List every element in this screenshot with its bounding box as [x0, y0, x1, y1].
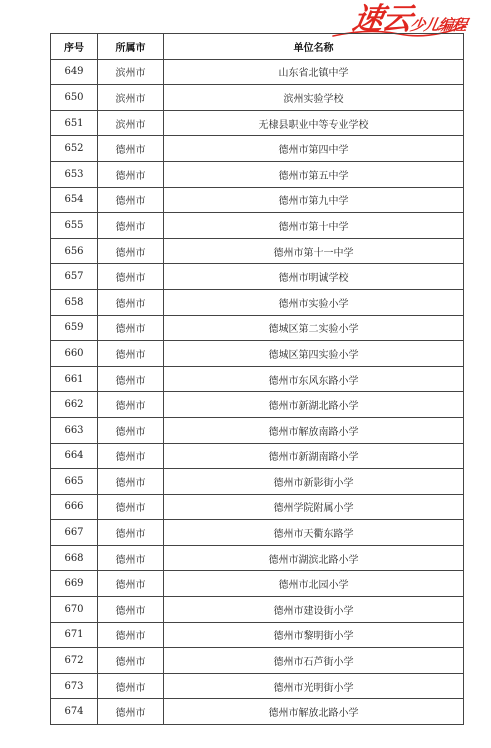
table-row — [51, 469, 464, 495]
cell-seq: 663 — [51, 417, 98, 443]
cell-seq: 670 — [51, 597, 98, 623]
table-header-row — [51, 34, 464, 60]
table-row — [51, 597, 464, 623]
cell-seq: 653 — [51, 161, 98, 187]
cell-unit-name: 德城区第四实验小学 — [164, 341, 464, 367]
cell-seq: 674 — [51, 699, 98, 725]
table-row — [51, 289, 464, 315]
cell-seq: 651 — [51, 110, 98, 136]
cell-seq: 649 — [51, 59, 98, 85]
cell-city: 德州市 — [98, 571, 164, 597]
cell-unit-name: 德州学院附属小学 — [164, 494, 464, 520]
cell-city: 德州市 — [98, 264, 164, 290]
cell-unit-name: 德州市实验小学 — [164, 289, 464, 315]
cell-city: 德州市 — [98, 341, 164, 367]
cell-city: 德州市 — [98, 520, 164, 546]
header-unit-name: 单位名称 — [164, 34, 464, 60]
cell-city: 德州市 — [98, 469, 164, 495]
cell-seq: 664 — [51, 443, 98, 469]
cell-unit-name: 德州市北园小学 — [164, 571, 464, 597]
table-row — [51, 136, 464, 162]
cell-city: 德州市 — [98, 366, 164, 392]
table-row — [51, 545, 464, 571]
cell-seq: 668 — [51, 545, 98, 571]
table-body — [51, 59, 464, 724]
table-row — [51, 59, 464, 85]
cell-seq: 660 — [51, 341, 98, 367]
table-row — [51, 85, 464, 111]
cell-unit-name: 德州市光明街小学 — [164, 673, 464, 699]
cell-city: 德州市 — [98, 597, 164, 623]
cell-seq: 659 — [51, 315, 98, 341]
cell-unit-name: 德城区第二实验小学 — [164, 315, 464, 341]
table-row — [51, 341, 464, 367]
cell-unit-name: 德州市第五中学 — [164, 161, 464, 187]
table-row — [51, 110, 464, 136]
cell-city: 德州市 — [98, 392, 164, 418]
cell-city: 滨州市 — [98, 59, 164, 85]
table-row — [51, 571, 464, 597]
cell-city: 滨州市 — [98, 85, 164, 111]
table-row — [51, 238, 464, 264]
cell-unit-name: 德州市第十一中学 — [164, 238, 464, 264]
header-seq: 序号 — [51, 34, 98, 60]
table-row — [51, 417, 464, 443]
cell-unit-name: 山东省北镇中学 — [164, 59, 464, 85]
cell-city: 德州市 — [98, 545, 164, 571]
cell-unit-name: 德州市新影街小学 — [164, 469, 464, 495]
table-row — [51, 443, 464, 469]
cell-unit-name: 德州市黎明街小学 — [164, 622, 464, 648]
cell-city: 德州市 — [98, 673, 164, 699]
cell-seq: 661 — [51, 366, 98, 392]
cell-city: 德州市 — [98, 136, 164, 162]
cell-seq: 665 — [51, 469, 98, 495]
cell-city: 德州市 — [98, 161, 164, 187]
cell-seq: 656 — [51, 238, 98, 264]
table-row — [51, 392, 464, 418]
cell-city: 德州市 — [98, 648, 164, 674]
cell-city: 德州市 — [98, 443, 164, 469]
cell-unit-name: 德州市东风东路小学 — [164, 366, 464, 392]
table-row — [51, 520, 464, 546]
cell-city: 德州市 — [98, 699, 164, 725]
cell-seq: 655 — [51, 213, 98, 239]
cell-city: 德州市 — [98, 494, 164, 520]
cell-city: 德州市 — [98, 289, 164, 315]
cell-unit-name: 德州市新湖北路小学 — [164, 392, 464, 418]
cell-city: 滨州市 — [98, 110, 164, 136]
table-row — [51, 494, 464, 520]
cell-unit-name: 德州市第十中学 — [164, 213, 464, 239]
table-row — [51, 264, 464, 290]
cell-unit-name: 滨州实验学校 — [164, 85, 464, 111]
cell-seq: 672 — [51, 648, 98, 674]
cell-unit-name: 德州市建设街小学 — [164, 597, 464, 623]
cell-seq: 658 — [51, 289, 98, 315]
header-city: 所属市 — [98, 34, 164, 60]
cell-unit-name: 德州市天衢东路学 — [164, 520, 464, 546]
cell-unit-name: 德州市解放南路小学 — [164, 417, 464, 443]
cell-unit-name: 德州市新湖南路小学 — [164, 443, 464, 469]
table-row — [51, 699, 464, 725]
table-row — [51, 187, 464, 213]
cell-city: 德州市 — [98, 187, 164, 213]
cell-unit-name: 德州市第九中学 — [164, 187, 464, 213]
cell-seq: 652 — [51, 136, 98, 162]
table-row — [51, 161, 464, 187]
table-row — [51, 366, 464, 392]
cell-seq: 662 — [51, 392, 98, 418]
cell-seq: 654 — [51, 187, 98, 213]
brand-logo-text-big: 速云 — [349, 2, 415, 37]
cell-unit-name: 德州市解放北路小学 — [164, 699, 464, 725]
cell-seq: 650 — [51, 85, 98, 111]
cell-seq: 669 — [51, 571, 98, 597]
table-row — [51, 213, 464, 239]
cell-unit-name: 德州市第四中学 — [164, 136, 464, 162]
cell-unit-name: 德州市石芦街小学 — [164, 648, 464, 674]
cell-unit-name: 无棣县职业中等专业学校 — [164, 110, 464, 136]
school-list-table — [50, 33, 464, 725]
cell-city: 德州市 — [98, 622, 164, 648]
table-row — [51, 673, 464, 699]
cell-seq: 666 — [51, 494, 98, 520]
cell-seq: 657 — [51, 264, 98, 290]
cell-city: 德州市 — [98, 238, 164, 264]
cell-city: 德州市 — [98, 315, 164, 341]
table-row — [51, 648, 464, 674]
brand-logo-text-small: 少儿编程 — [408, 15, 468, 34]
table-row — [51, 622, 464, 648]
cell-unit-name: 德州市湖滨北路小学 — [164, 545, 464, 571]
table-row — [51, 315, 464, 341]
cell-seq: 667 — [51, 520, 98, 546]
cell-seq: 671 — [51, 622, 98, 648]
cell-city: 德州市 — [98, 417, 164, 443]
cell-city: 德州市 — [98, 213, 164, 239]
cell-seq: 673 — [51, 673, 98, 699]
cell-unit-name: 德州市明诚学校 — [164, 264, 464, 290]
